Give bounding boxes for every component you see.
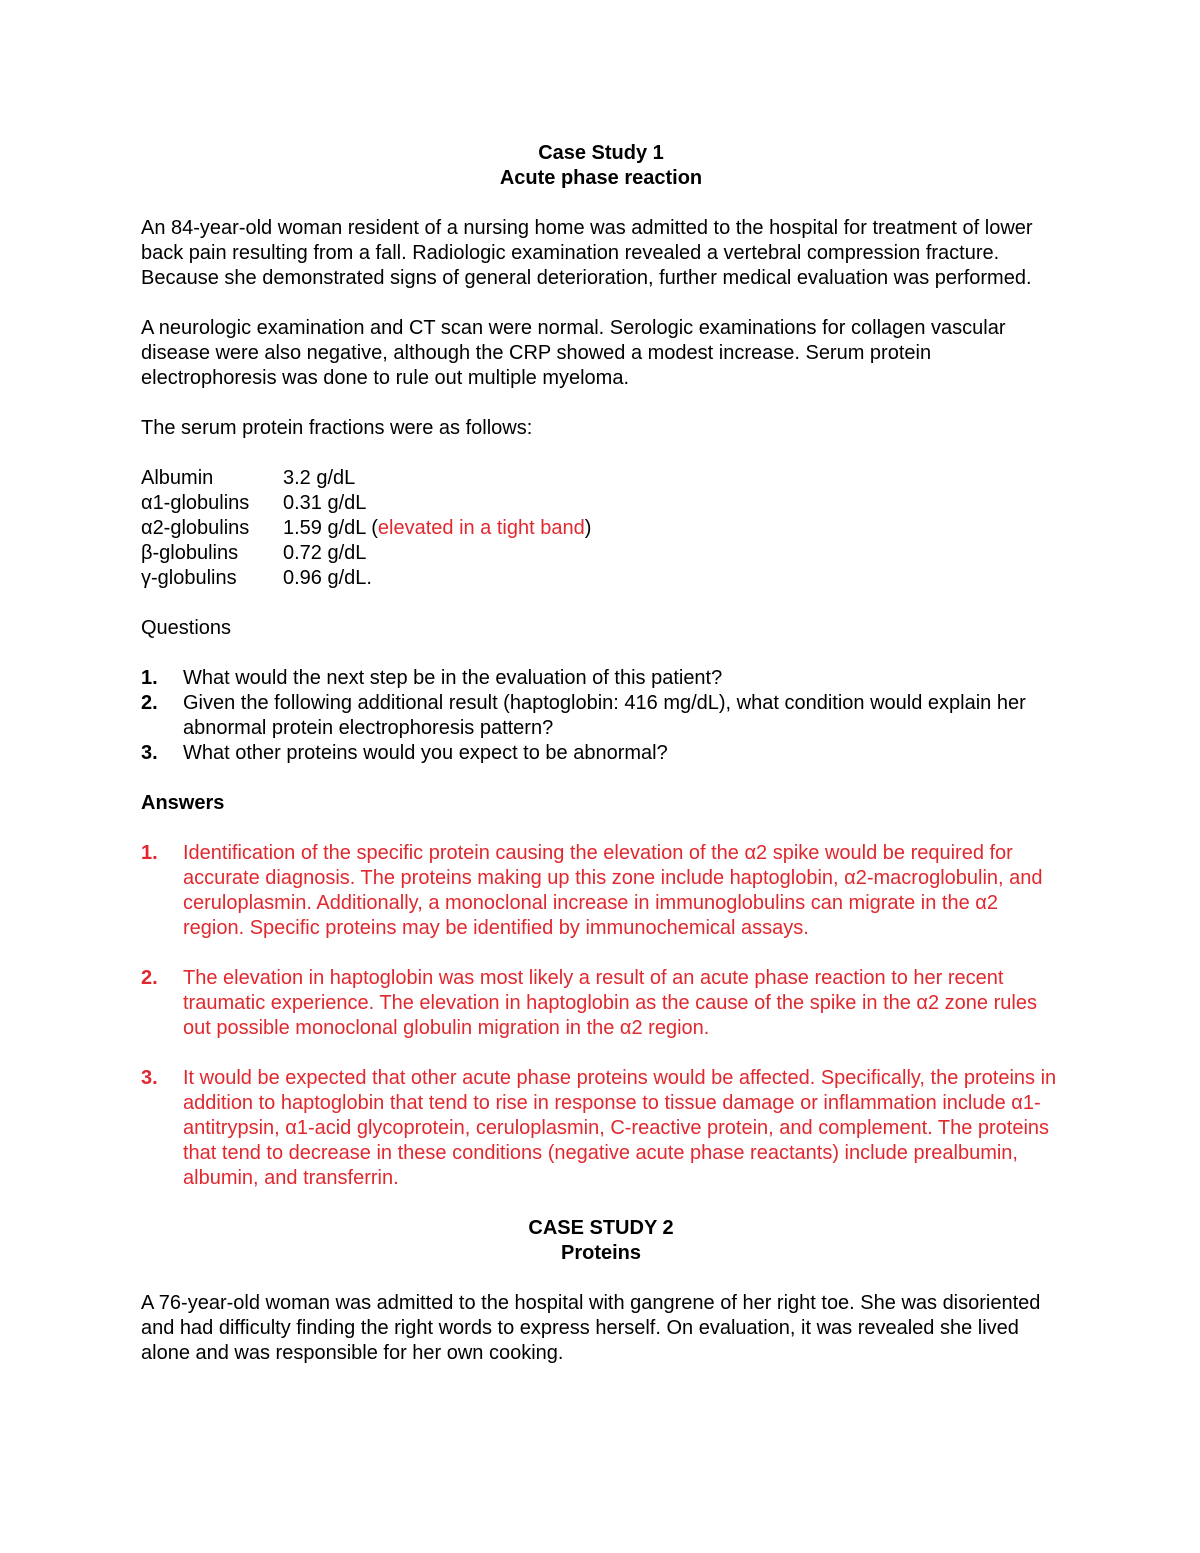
answer-number: 3. xyxy=(141,1067,158,1089)
question-item xyxy=(141,741,1061,766)
fraction-row xyxy=(141,541,1061,566)
answers-list xyxy=(141,841,1061,1191)
fractions-intro: The serum protein fractions were as follows: xyxy=(141,417,533,439)
fraction-note-close: ) xyxy=(584,517,592,539)
fraction-row xyxy=(141,491,1061,516)
fraction-value: 1.59 g/dL ( xyxy=(283,517,378,539)
fraction-note: elevated in a tight band xyxy=(377,517,585,539)
answer-text: The elevation in haptoglobin was most likely a result of an acute phase reaction to her recent traumatic experience. The elevation in haptoglobin as the cause of the spike in the α2 zone rules out possible monoclonal globulin migration in the α2 region. xyxy=(183,967,1037,1039)
answer-number: 1. xyxy=(141,842,158,864)
case2-paragraph-1: A 76-year-old woman was admitted to the hospital with gangrene of her right toe. She was disoriented and had difficulty finding the right words to express herself. On evaluation, it was revealed she lived alone and was responsible for her own cooking. xyxy=(141,1292,1041,1364)
case1-header xyxy=(141,141,1061,191)
case1-paragraph-1: An 84-year-old woman resident of a nursing home was admitted to the hospital for treatment of lower back pain resulting from a fall. Radiologic examination revealed a vertebral compression fracture. Because she demonstrated signs of general deterioration, further medical evaluation was performed. xyxy=(141,217,1033,289)
answer-text: Identification of the specific protein causing the elevation of the α2 spike would be required for accurate diagnosis. The proteins making up this zone include haptoglobin, α2-macroglobulin, and ceruloplasmin. Additionally, a monoclonal increase in immunoglobulins can migrate in the α2 region. Specific proteins may be identified by immunochemical assays. xyxy=(183,842,1043,939)
answer-item xyxy=(141,966,1061,1041)
case2-subtitle: Proteins xyxy=(560,1242,642,1264)
fraction-value: 0.31 g/dL xyxy=(283,492,367,514)
fraction-name: β-globulins xyxy=(141,542,239,564)
fraction-row xyxy=(141,516,1061,541)
case2-header xyxy=(141,1216,1061,1266)
document-page xyxy=(141,141,1061,1391)
question-number: 2. xyxy=(141,692,158,714)
fraction-row xyxy=(141,466,1061,491)
questions-heading: Questions xyxy=(141,617,232,639)
question-item xyxy=(141,691,1061,741)
answer-item xyxy=(141,1066,1061,1191)
fraction-name: α2-globulins xyxy=(141,517,250,539)
case2-title: CASE STUDY 2 xyxy=(528,1217,674,1239)
answer-item xyxy=(141,841,1061,941)
fraction-value-with-note xyxy=(283,516,591,541)
case1-title: Case Study 1 xyxy=(538,142,664,164)
question-text: What would the next step be in the evaluation of this patient? xyxy=(183,667,723,689)
answer-number: 2. xyxy=(141,967,158,989)
question-number: 3. xyxy=(141,742,158,764)
fraction-name: α1-globulins xyxy=(141,492,250,514)
case1-subtitle: Acute phase reaction xyxy=(499,167,703,189)
fraction-name: γ-globulins xyxy=(141,567,237,589)
answer-text: It would be expected that other acute phase proteins would be affected. Specifically, the proteins in addition to haptoglobin that tend to rise in response to tissue damage or inflammation include α1-antitrypsin, α1-acid glycoprotein, ceruloplasmin, C-reactive protein, and complement. The proteins that tend to decrease in these conditions (negative acute phase reactants) include prealbumin, albumin, and transferrin. xyxy=(183,1067,1057,1189)
question-text: What other proteins would you expect to be abnormal? xyxy=(183,742,668,764)
fraction-name: Albumin xyxy=(141,467,214,489)
questions-list xyxy=(141,666,1061,766)
fraction-value: 0.72 g/dL xyxy=(283,542,367,564)
fraction-row xyxy=(141,566,1061,591)
protein-fractions-list xyxy=(141,466,1061,591)
fraction-value: 3.2 g/dL xyxy=(283,467,356,489)
case1-paragraph-2: A neurologic examination and CT scan were normal. Serologic examinations for collagen vascular disease were also negative, although the CRP showed a modest increase. Serum protein electrophoresis was done to rule out multiple myeloma. xyxy=(141,317,1006,389)
question-number: 1. xyxy=(141,667,158,689)
question-item xyxy=(141,666,1061,691)
question-text: Given the following additional result (haptoglobin: 416 mg/dL), what condition would explain her abnormal protein electrophoresis pattern? xyxy=(183,692,1026,739)
answers-heading: Answers xyxy=(141,792,225,814)
fraction-value: 0.96 g/dL. xyxy=(283,567,372,589)
